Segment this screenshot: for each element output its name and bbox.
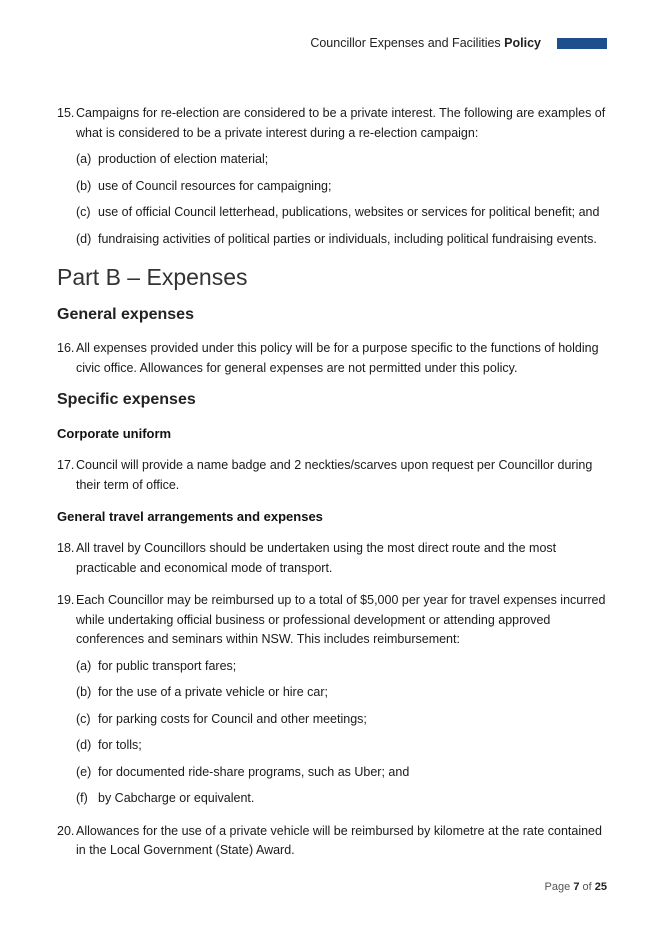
- clause-text: Council will provide a name badge and 2 neckties/scarves upon request per Councillor during their term of office.: [76, 458, 593, 492]
- sub-clause: [57, 150, 607, 170]
- clause-number: 15.: [57, 106, 75, 120]
- subsection-heading-travel: General travel arrangements and expenses: [57, 509, 323, 524]
- sub-clause-label: (b): [76, 685, 92, 699]
- clause-number: 16.: [57, 341, 75, 355]
- clause-19: [57, 591, 607, 650]
- sub-clause: [57, 177, 607, 197]
- sub-clause-label: (f): [76, 791, 88, 805]
- section-heading-general: General expenses: [57, 306, 194, 323]
- page-total: 25: [594, 881, 607, 893]
- sub-clause-label: (c): [76, 711, 91, 726]
- sub-clause-text: for the use of a private vehicle or hire car;: [98, 685, 328, 699]
- section-heading-specific: Specific expenses: [57, 391, 196, 408]
- sub-clause-text: use of Council resources for campaigning;: [98, 178, 332, 193]
- page-label: Page: [544, 881, 571, 893]
- sub-clause-text: production of election material;: [98, 152, 269, 166]
- sub-clause: [57, 763, 607, 783]
- clause-15: [57, 104, 607, 143]
- clause-number: 18.: [57, 541, 75, 555]
- header-title-bold: Policy: [504, 36, 541, 50]
- page-of-label: of: [582, 881, 592, 893]
- sub-clause: [57, 230, 607, 250]
- sub-clause-label: (e): [76, 764, 92, 779]
- clause-text: Campaigns for re-election are considered to be a private interest. The following are examples of what is considered to be a private interest during a re-election campaign:: [76, 106, 606, 140]
- sub-clause-label: (b): [76, 178, 92, 193]
- sub-clause: [57, 789, 607, 809]
- sub-clause-text: use of official Council letterhead, publications, websites or services for political benefit; and: [98, 205, 600, 219]
- sub-clause-label: (d): [76, 738, 92, 752]
- clause-text: All expenses provided under this policy will be for a purpose specific to the functions of holding civic office. Allowances for general expenses are not permitted under this policy.: [76, 341, 599, 375]
- sub-clause: [57, 203, 607, 223]
- page-number: 7: [573, 881, 580, 893]
- sub-clause-text: for public transport fares;: [98, 658, 237, 673]
- part-heading: Part B – Expenses: [57, 264, 248, 290]
- clause-18: [57, 539, 607, 578]
- header-title: Councillor Expenses and Facilities: [310, 36, 501, 50]
- sub-clause: [57, 657, 607, 677]
- clause-number: 17.: [57, 458, 75, 472]
- sub-clause: [57, 710, 607, 730]
- sub-clause: [57, 736, 607, 756]
- sub-clause-label: (c): [76, 205, 91, 219]
- sub-clause-label: (d): [76, 231, 92, 246]
- page-header: [310, 36, 541, 50]
- clause-number: 19.: [57, 593, 75, 607]
- sub-clause-text: for tolls;: [98, 738, 142, 752]
- header-accent-bar: [557, 38, 607, 49]
- document-body: [57, 104, 607, 861]
- sub-clause-label: (a): [76, 152, 92, 166]
- page-footer: [545, 881, 607, 893]
- clause-17: [57, 456, 607, 495]
- clause-16: [57, 339, 607, 378]
- subsection-heading-uniform: Corporate uniform: [57, 426, 172, 441]
- clause-20: [57, 822, 607, 861]
- sub-clause-text: fundraising activities of political parties or individuals, including political fundraising events.: [98, 231, 597, 246]
- sub-clause-text: for documented ride-share programs, such as Uber; and: [98, 764, 410, 779]
- clause-number: 20.: [57, 823, 75, 838]
- clause-text: Allowances for the use of a private vehicle will be reimbursed by kilometre at the rate contained in the Local Government (State) Award.: [76, 823, 602, 857]
- sub-clause-label: (a): [76, 658, 92, 673]
- clause-text: Each Councillor may be reimbursed up to a total of $5,000 per year for travel expenses incurred while undertaking official business or professional development or attending approved conferences and seminars within NSW. This includes reimbursement:: [76, 593, 606, 646]
- clause-text: All travel by Councillors should be undertaken using the most direct route and the most practicable and economical mode of transport.: [76, 541, 557, 575]
- sub-clause-text: for parking costs for Council and other meetings;: [98, 711, 367, 726]
- sub-clause-text: by Cabcharge or equivalent.: [98, 791, 255, 805]
- sub-clause: [57, 683, 607, 703]
